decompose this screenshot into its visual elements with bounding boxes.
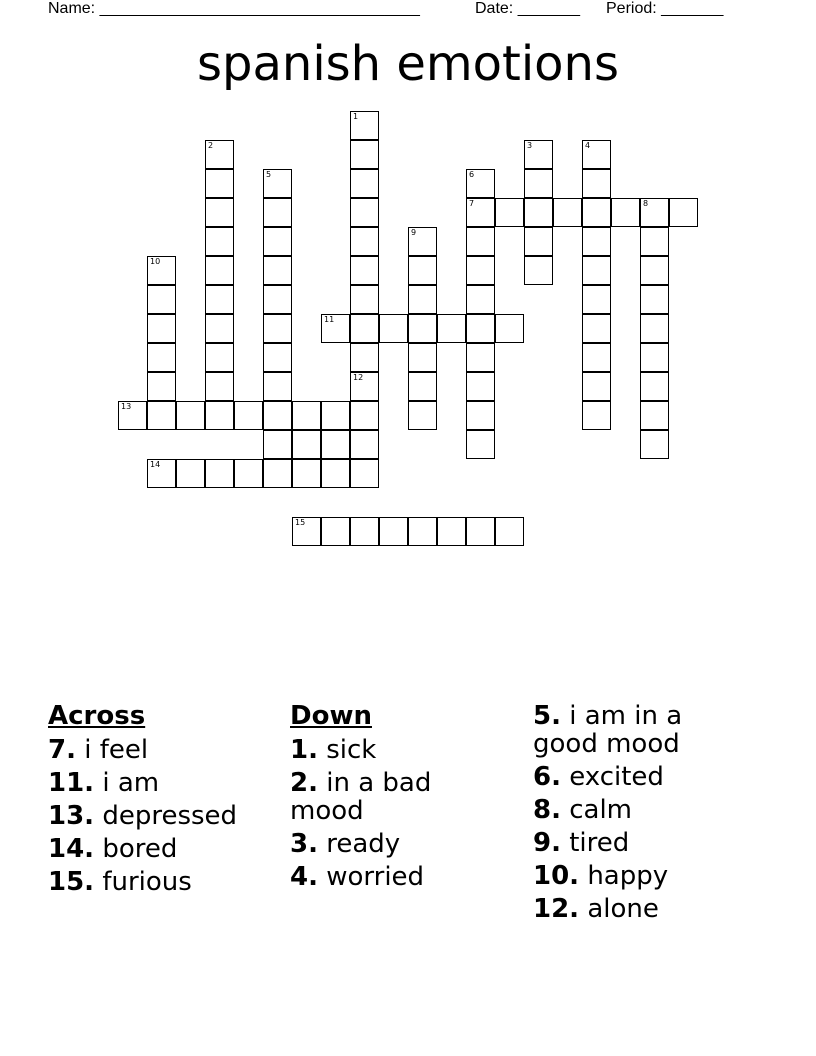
- crossword-cell[interactable]: [466, 343, 495, 372]
- crossword-cell[interactable]: [524, 227, 553, 256]
- crossword-cell[interactable]: [147, 401, 176, 430]
- crossword-cell[interactable]: [350, 227, 379, 256]
- crossword-cell[interactable]: [321, 401, 350, 430]
- crossword-cell[interactable]: [263, 314, 292, 343]
- crossword-cell[interactable]: [147, 372, 176, 401]
- crossword-cell[interactable]: [321, 430, 350, 459]
- crossword-cell[interactable]: [118, 401, 147, 430]
- crossword-cell[interactable]: [582, 256, 611, 285]
- crossword-cell[interactable]: [234, 459, 263, 488]
- crossword-cell[interactable]: [582, 285, 611, 314]
- crossword-cell[interactable]: [263, 227, 292, 256]
- crossword-cell[interactable]: [582, 314, 611, 343]
- clue-number: 9: [411, 228, 417, 237]
- clue-down-5: 5. i am in a good mood: [533, 701, 683, 759]
- crossword-cell[interactable]: [350, 430, 379, 459]
- crossword-cell[interactable]: [466, 372, 495, 401]
- clue-down-9: 9. tired: [533, 828, 630, 858]
- down-heading: Down: [290, 701, 372, 731]
- crossword-cell[interactable]: [350, 401, 379, 430]
- clue-number: 13: [121, 402, 132, 411]
- clue-number: 11: [324, 315, 335, 324]
- crossword-cell[interactable]: [263, 401, 292, 430]
- crossword-cell[interactable]: [582, 401, 611, 430]
- crossword-cell[interactable]: [524, 256, 553, 285]
- crossword-cell[interactable]: [466, 430, 495, 459]
- crossword-cell[interactable]: [350, 517, 379, 546]
- clue-number: 1: [353, 112, 359, 121]
- crossword-cell[interactable]: [147, 285, 176, 314]
- crossword-cell[interactable]: [640, 343, 669, 372]
- crossword-cell[interactable]: [350, 314, 379, 343]
- crossword-cell[interactable]: [611, 198, 640, 227]
- crossword-cell[interactable]: [524, 140, 553, 169]
- crossword-cell[interactable]: [495, 517, 524, 546]
- clue-across-7: 7. i feel: [48, 735, 149, 765]
- crossword-cell[interactable]: [466, 401, 495, 430]
- across-heading: Across: [48, 701, 146, 731]
- crossword-cell[interactable]: [263, 372, 292, 401]
- crossword-cell[interactable]: [176, 459, 205, 488]
- crossword-cell[interactable]: [205, 227, 234, 256]
- crossword-cell[interactable]: [466, 285, 495, 314]
- crossword-cell[interactable]: [176, 401, 205, 430]
- crossword-cell[interactable]: [466, 227, 495, 256]
- crossword-cell[interactable]: [292, 459, 321, 488]
- clue-down-3: 3. ready: [290, 829, 401, 859]
- crossword-cell[interactable]: [640, 430, 669, 459]
- crossword-cell[interactable]: [582, 198, 611, 227]
- crossword-cell[interactable]: [263, 285, 292, 314]
- clue-number: 14: [150, 460, 161, 469]
- clue-number: 2: [208, 141, 214, 150]
- crossword-cell[interactable]: [640, 227, 669, 256]
- crossword-cell[interactable]: [205, 314, 234, 343]
- crossword-cell[interactable]: [495, 314, 524, 343]
- crossword-cell[interactable]: [408, 517, 437, 546]
- crossword-cell[interactable]: [263, 459, 292, 488]
- clue-number: 3: [527, 141, 533, 150]
- crossword-cell[interactable]: [350, 169, 379, 198]
- crossword-cell[interactable]: [292, 430, 321, 459]
- clue-number: 10: [150, 257, 161, 266]
- crossword-cell[interactable]: [408, 343, 437, 372]
- crossword-cell[interactable]: [147, 343, 176, 372]
- crossword-cell[interactable]: [437, 314, 466, 343]
- crossword-cell[interactable]: [205, 140, 234, 169]
- crossword-cell[interactable]: [466, 198, 495, 227]
- name-field[interactable]: Name: ____________________________________: [48, 0, 420, 17]
- crossword-cell[interactable]: [205, 343, 234, 372]
- crossword-cell[interactable]: [582, 169, 611, 198]
- crossword-cell[interactable]: [466, 517, 495, 546]
- crossword-cell[interactable]: [640, 198, 669, 227]
- crossword-cell[interactable]: [350, 256, 379, 285]
- clue-number: 12: [353, 373, 364, 382]
- crossword-cell[interactable]: [495, 198, 524, 227]
- crossword-cell[interactable]: [437, 517, 466, 546]
- clue-down-8: 8. calm: [533, 795, 633, 825]
- crossword-cell[interactable]: [350, 343, 379, 372]
- clue-down-1: 1. sick: [290, 735, 377, 765]
- clue-down-12: 12. alone: [533, 894, 659, 924]
- crossword-cell[interactable]: [350, 111, 379, 140]
- down-clues: [290, 702, 490, 896]
- crossword-cell[interactable]: [205, 198, 234, 227]
- crossword-cell[interactable]: [205, 256, 234, 285]
- page-title: spanish emotions: [197, 36, 619, 92]
- crossword-cell[interactable]: [379, 517, 408, 546]
- crossword-cell[interactable]: [640, 401, 669, 430]
- crossword-cell[interactable]: [350, 140, 379, 169]
- crossword-cell[interactable]: [350, 372, 379, 401]
- crossword-cell[interactable]: [350, 285, 379, 314]
- date-field[interactable]: Date: _______: [475, 0, 580, 17]
- crossword-cell[interactable]: [321, 459, 350, 488]
- crossword-cell[interactable]: [524, 198, 553, 227]
- crossword-cell[interactable]: [263, 430, 292, 459]
- crossword-cell[interactable]: [263, 343, 292, 372]
- crossword-cell[interactable]: [640, 256, 669, 285]
- crossword-cell[interactable]: [408, 285, 437, 314]
- crossword-cell[interactable]: [205, 372, 234, 401]
- crossword-cell[interactable]: [466, 314, 495, 343]
- crossword-cell[interactable]: [640, 314, 669, 343]
- crossword-cell[interactable]: [640, 372, 669, 401]
- crossword-cell[interactable]: [466, 169, 495, 198]
- crossword-cell[interactable]: [408, 227, 437, 256]
- clue-across-13: 13. depressed: [48, 801, 238, 831]
- across-clues: [48, 702, 268, 901]
- clue-number: 7: [469, 199, 475, 208]
- clue-number: 4: [585, 141, 591, 150]
- crossword-cell[interactable]: [292, 401, 321, 430]
- crossword-cell[interactable]: [524, 169, 553, 198]
- crossword-cell[interactable]: [408, 372, 437, 401]
- crossword-cell[interactable]: [408, 256, 437, 285]
- crossword-cell[interactable]: [350, 198, 379, 227]
- clue-down-10: 10. happy: [533, 861, 669, 891]
- crossword-cell[interactable]: [640, 285, 669, 314]
- crossword-cell[interactable]: [205, 285, 234, 314]
- clue-down-6: 6. excited: [533, 762, 664, 792]
- crossword-cell[interactable]: [205, 169, 234, 198]
- crossword-cell[interactable]: [321, 314, 350, 343]
- crossword-cell[interactable]: [582, 140, 611, 169]
- crossword-cell[interactable]: [408, 401, 437, 430]
- down-clues-continued: [533, 702, 703, 928]
- crossword-cell[interactable]: [292, 517, 321, 546]
- crossword-cell[interactable]: [582, 227, 611, 256]
- crossword-cell[interactable]: [234, 401, 263, 430]
- crossword-cell[interactable]: [263, 198, 292, 227]
- crossword-cell[interactable]: [263, 256, 292, 285]
- crossword-cell[interactable]: [147, 256, 176, 285]
- clue-down-4: 4. worried: [290, 862, 425, 892]
- crossword-cell[interactable]: [350, 459, 379, 488]
- crossword-cell[interactable]: [408, 314, 437, 343]
- crossword-cell[interactable]: [582, 343, 611, 372]
- clue-across-11: 11. i am: [48, 768, 160, 798]
- crossword-cell[interactable]: [379, 314, 408, 343]
- crossword-cell[interactable]: [669, 198, 698, 227]
- crossword-cell[interactable]: [582, 372, 611, 401]
- crossword-cell[interactable]: [466, 256, 495, 285]
- crossword-cell[interactable]: [205, 459, 234, 488]
- clue-number: 8: [643, 199, 649, 208]
- crossword-cell[interactable]: [321, 517, 350, 546]
- clue-across-15: 15. furious: [48, 867, 192, 897]
- crossword-cell[interactable]: [553, 198, 582, 227]
- crossword-cell[interactable]: [205, 401, 234, 430]
- clue-number: 15: [295, 518, 306, 527]
- clue-across-14: 14. bored: [48, 834, 178, 864]
- clue-number: 5: [266, 170, 272, 179]
- period-field[interactable]: Period: _______: [606, 0, 724, 17]
- crossword-cell[interactable]: [147, 459, 176, 488]
- crossword-cell[interactable]: [147, 314, 176, 343]
- clue-down-2: 2. in a bad mood: [290, 768, 432, 826]
- crossword-cell[interactable]: [263, 169, 292, 198]
- clue-number: 6: [469, 170, 475, 179]
